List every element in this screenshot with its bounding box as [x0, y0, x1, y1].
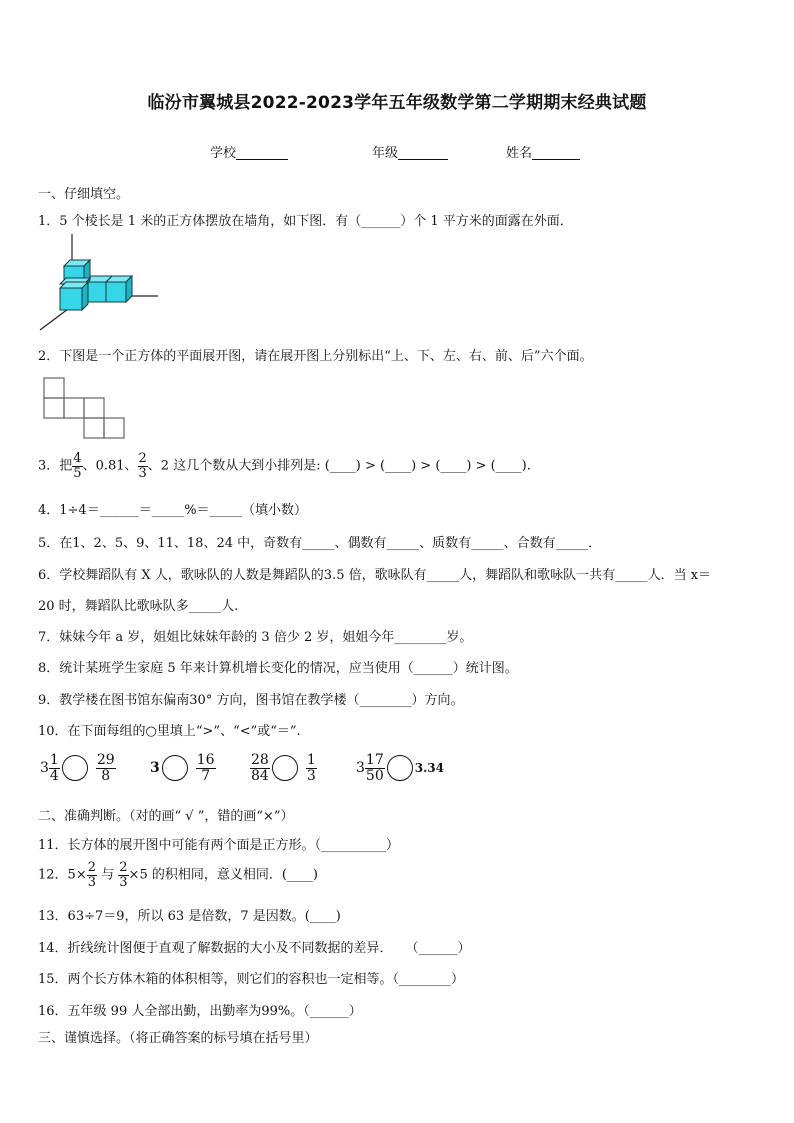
name-label: 姓名: [506, 146, 533, 161]
q10-a-fraction: [49, 753, 60, 783]
q10-b-right-numerator: 16: [196, 752, 215, 768]
q12-f2-denominator: 3: [119, 874, 128, 890]
name-blank[interactable]: [532, 145, 580, 160]
school-blank[interactable]: [236, 145, 288, 160]
q10-c-numerator: 28: [251, 752, 269, 768]
question-8: 8．统计某班学生家庭 5 年来计算机增长变化的情况，应当使用（______）统计图。: [38, 661, 518, 676]
question-6-line-2: 20 时，舞蹈队比歌咏队多_____人.: [38, 599, 239, 614]
q10-d-whole: 3: [356, 760, 365, 777]
q10-a-denominator: 4: [49, 767, 59, 784]
section-3-heading: 三、谨慎选择。（将正确答案的标号填在括号里）: [38, 1031, 318, 1046]
q10-c-right-numerator: 1: [306, 752, 316, 768]
q12-fraction-1: [87, 861, 97, 889]
q12-f2-numerator: 2: [119, 860, 128, 875]
q10-c-right-fraction: [306, 753, 317, 783]
q10-d-circle[interactable]: [387, 755, 413, 781]
question-14: 14．折线统计图便于直观了解数据的大小及不同数据的差异． （______）: [38, 941, 471, 956]
q10-a-right-numerator: 29: [96, 752, 115, 768]
question-7: 7．妹妹今年 a 岁，姐姐比妹妹年龄的 3 倍少 2 岁，姐姐今年________岁。: [38, 630, 473, 645]
q3-fraction-1: [72, 452, 82, 480]
question-4: 4．1÷4＝______＝_____%＝_____（填小数）: [38, 503, 308, 518]
school-label: 学校: [210, 146, 237, 161]
q3-prefix: 3．把: [38, 458, 73, 474]
q10-c-circle[interactable]: [272, 755, 298, 781]
question-10: 10．在下面每组的○里填上“>”、“<”或“＝”.: [38, 724, 301, 739]
q10-d-numerator: 17: [365, 752, 384, 768]
q3-mid: 、0.81、: [82, 458, 138, 474]
question-16: 16．五年级 99 人全部出勤，出勤率为99%。（______）: [38, 1004, 362, 1019]
q10-d-right: 3.34: [414, 761, 444, 776]
question-5: 5．在1、2、5、9、11、18、24 中，奇数有_____、偶数有_____、质数有_____、合数有_____．: [38, 536, 602, 551]
question-6-line-1: 6．学校舞蹈队有 X 人，歌咏队的人数是舞蹈队的3.5 倍，歌咏队有_____人，舞蹈队和歌咏队一共有_____人．当 x＝: [38, 568, 712, 583]
cube-net-figure: [42, 376, 126, 442]
school-field: [210, 142, 288, 161]
question-9: 9．教学楼在图书馆东偏南30° 方向，图书馆在教学楼（________）方向。: [38, 693, 464, 708]
q3-fraction-2: [138, 452, 148, 480]
q10-c-fraction: [250, 753, 270, 783]
question-12: [38, 861, 318, 889]
q10-b-left: 3: [150, 760, 160, 777]
question-2: 2．下图是一个正方体的平面展开图，请在展开图上分别标出“上、下、左、右、前、后”六个面。: [38, 349, 593, 364]
grade-field: [372, 142, 448, 161]
question-3: [38, 452, 531, 480]
question-13: 13．63÷7＝9，所以 63 是倍数，7 是因数。(____): [38, 909, 341, 924]
q3-f1-numerator: 4: [73, 451, 82, 466]
q12-suffix: ×5 的积相同，意义相同．(____): [128, 867, 318, 883]
q3-suffix: 、2 这几个数从大到小排列是: (____) > (____) > (____) > (____).: [147, 458, 531, 474]
page-title: 临汾市翼城县2022-2023学年五年级数学第二学期期末经典试题: [147, 93, 647, 113]
q10-c-denominator: 84: [251, 767, 269, 784]
q12-f1-numerator: 2: [87, 860, 96, 875]
q10-item-c: [250, 753, 317, 783]
q10-a-right-denominator: 8: [101, 767, 111, 784]
q10-b-circle[interactable]: [162, 755, 188, 781]
name-field: [506, 142, 580, 161]
q10-item-a: [40, 753, 116, 783]
q10-d-denominator: 50: [365, 767, 384, 784]
grade-blank[interactable]: [398, 145, 448, 160]
q3-f1-denominator: 5: [73, 465, 82, 481]
q10-a-right-fraction: [96, 753, 116, 783]
q10-a-whole: 3: [40, 760, 49, 777]
q12-prefix: 12．5×: [38, 867, 87, 883]
q10-b-right-denominator: 7: [201, 767, 211, 784]
section-1-heading: 一、仔细填空。: [38, 187, 130, 202]
question-1: 1．5 个棱长是 1 米的正方体摆放在墙角，如下图．有（______）个 1 平方米的面露在外面．: [38, 214, 573, 229]
q10-a-numerator: 1: [49, 752, 59, 768]
q10-item-b: [150, 753, 216, 783]
q12-mid: 与: [97, 867, 119, 883]
q10-item-d: [356, 753, 444, 783]
q3-f2-denominator: 3: [138, 465, 147, 481]
question-11: 11．长方体的展开图中可能有两个面是正方形。（__________）: [38, 838, 400, 853]
cube-corner-figure: [36, 232, 162, 332]
q12-f1-denominator: 3: [87, 874, 96, 890]
q3-f2-numerator: 2: [138, 451, 147, 466]
q10-a-circle[interactable]: [62, 755, 88, 781]
grade-label: 年级: [372, 146, 399, 161]
q10-b-right-fraction: [196, 753, 216, 783]
question-15: 15．两个长方体木箱的体积相等，则它们的容积也一定相等。（________）: [38, 972, 465, 987]
q10-d-fraction: [365, 753, 385, 783]
q12-fraction-2: [118, 861, 128, 889]
section-2-heading: 二、准确判断。（对的画“ √ ”，错的画“×”）: [38, 809, 294, 824]
q10-c-right-denominator: 3: [306, 767, 316, 784]
